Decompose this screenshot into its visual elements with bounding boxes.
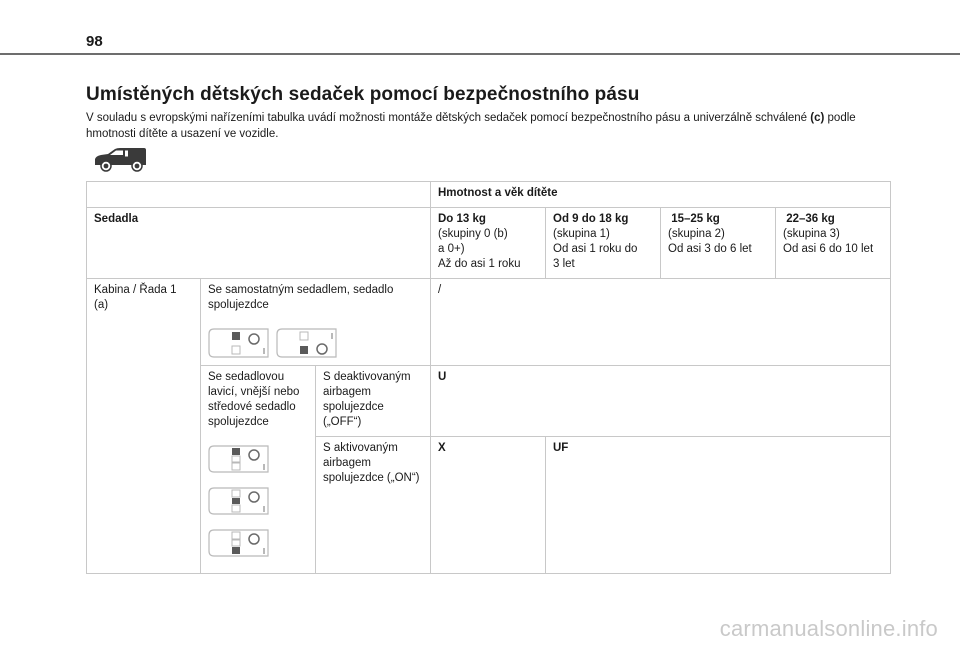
single-seat-label: Se samostatným sedadlem, sedadlo spolujezdce: [208, 284, 394, 311]
bench-diagram-group: [208, 444, 308, 558]
airbag-off-label: S deaktivovaným airbagem spolujezdce („OFF“): [316, 366, 431, 437]
row-airbag-off: [87, 366, 891, 437]
child-seat-table: [86, 181, 891, 574]
bench-seat-label: Se sedadlovou lavicí, vnější nebo středové sedadlo spolujezdce: [208, 371, 300, 428]
header-empty-cell: [87, 182, 431, 208]
intro-note-ref: (c): [810, 112, 825, 124]
intro-text-start: V souladu s evropskými nařízeními tabulka uvádí možnosti montáže dětských sedaček pomocí bezpečnostního pásu a univerzálně schválené: [86, 112, 811, 124]
single-seat-cell: [201, 279, 431, 366]
group-weight: 15–25 kg: [668, 213, 720, 225]
group-cell-1: [546, 208, 661, 279]
group-cell-0: [431, 208, 546, 279]
airbag-on-value-group0: X: [431, 437, 546, 574]
cabin-seat-diagram-icon: [276, 327, 340, 359]
intro-text-end: podle hmotnosti dítěte a usazení ve vozidle.: [86, 112, 856, 140]
group-line: 3 let: [553, 258, 575, 270]
weight-age-header: Hmotnost a věk dítěte: [431, 182, 891, 208]
page-number: 98: [86, 33, 103, 50]
airbag-on-value-groups123: UF: [546, 437, 891, 574]
header-row-weight: [87, 182, 891, 208]
group-line: Od asi 3 do 6 let: [668, 243, 752, 255]
row-single-seat: [87, 279, 891, 366]
airbag-on-label: S aktivovaným airbagem spolujezdce („ON“): [316, 437, 431, 574]
group-line: Od asi 6 do 10 let: [783, 243, 874, 255]
bench-seat-diagram-icon: [208, 486, 272, 516]
section-title: Umístěných dětských sedaček pomocí bezpečnostního pásu: [86, 84, 640, 105]
watermark: carmanualsonline.info: [719, 616, 938, 641]
group-line: (skupina 2): [668, 228, 725, 240]
bench-seat-diagram-icon: [208, 528, 272, 558]
group-weight: Do 13 kg: [438, 213, 486, 225]
bench-seat-diagram-icon: [208, 444, 272, 474]
single-seat-value: /: [431, 279, 891, 366]
group-weight: Od 9 do 18 kg: [553, 213, 629, 225]
group-line: Až do asi 1 roku: [438, 258, 521, 270]
header-rule: [0, 53, 960, 55]
bench-seat-cell: [201, 366, 316, 574]
group-line: Od asi 1 roku do: [553, 243, 638, 255]
group-line: (skupina 1): [553, 228, 610, 240]
cabin-row-label: Kabina / Řada 1 (a): [87, 279, 201, 574]
group-cell-3: [776, 208, 891, 279]
group-line: (skupiny 0 (b): [438, 228, 508, 240]
group-line: a 0+): [438, 243, 465, 255]
seats-header: Sedadla: [87, 208, 431, 279]
airbag-off-value: U: [431, 366, 891, 437]
group-line: (skupina 3): [783, 228, 840, 240]
group-weight: 22–36 kg: [783, 213, 835, 225]
seat-diagram-group: [208, 327, 423, 359]
header-row-groups: [87, 208, 891, 279]
intro-paragraph: [86, 110, 886, 142]
cabin-seat-diagram-icon: [208, 327, 272, 359]
group-cell-2: [661, 208, 776, 279]
van-icon: [92, 146, 148, 172]
